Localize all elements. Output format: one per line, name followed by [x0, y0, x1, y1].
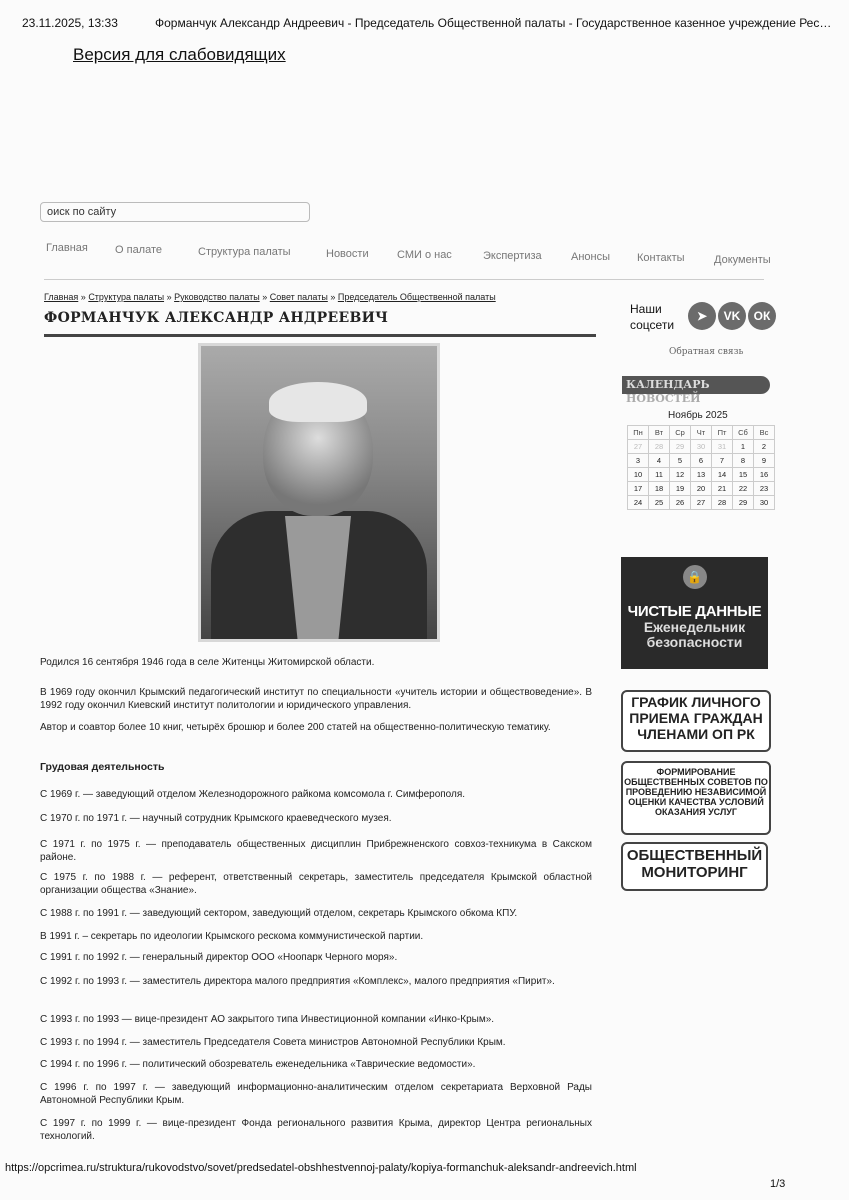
career-item: С 1997 г. по 1999 г. — вице-президент Фонда регионального развития Крыма, директор Центра региональных технологий.	[40, 1118, 592, 1142]
calendar-day[interactable]: 20	[691, 482, 712, 496]
calendar-day[interactable]: 11	[649, 468, 670, 482]
nav-item[interactable]: Экспертиза	[483, 250, 542, 262]
calendar-day[interactable]: 16	[754, 468, 775, 482]
calendar-weekday: Пн	[628, 426, 649, 440]
bio-paragraph: Автор и соавтор более 10 книг, четырёх брошюр и более 200 статей на общественно-политическую тематику.	[40, 722, 551, 733]
career-item: С 1992 г. по 1993 г. — заместитель директора малого предприятия «Комплекс», малого предприятия «Пирит».	[40, 976, 555, 987]
calendar-weekday: Сб	[733, 426, 754, 440]
breadcrumb-item[interactable]: Председатель Общественной палаты	[337, 292, 496, 302]
calendar-day[interactable]: 8	[733, 454, 754, 468]
calendar-day[interactable]: 18	[649, 482, 670, 496]
calendar-day[interactable]: 28	[649, 440, 670, 454]
nav-item[interactable]: Структура палаты	[198, 246, 291, 258]
calendar-day[interactable]: 1	[733, 440, 754, 454]
career-item: В 1991 г. – секретарь по идеологии Крымского рескома коммунистической партии.	[40, 931, 424, 942]
calendar-weekday: Вс	[754, 426, 775, 440]
nav-item[interactable]: Контакты	[637, 252, 685, 264]
calendar-day[interactable]: 3	[628, 454, 649, 468]
calendar-day[interactable]: 25	[649, 496, 670, 510]
print-page-number: 1/3	[770, 1178, 786, 1190]
breadcrumb-item[interactable]: Совет палаты	[269, 292, 328, 302]
calendar-month: Ноябрь 2025	[668, 410, 728, 421]
calendar-day[interactable]: 5	[670, 454, 691, 468]
print-page-title: Форманчук Александр Андреевич - Председатель Общественной палаты - Государственное казенное учреждение Рес…	[155, 16, 832, 30]
career-item: С 1988 г. по 1991 г. — заведующий сектором, заведующий отделом, секретарь Крымского обкома КПУ.	[40, 908, 518, 919]
news-calendar	[627, 425, 775, 510]
calendar-day[interactable]: 14	[712, 468, 733, 482]
calendar-day[interactable]: 23	[754, 482, 775, 496]
calendar-day[interactable]: 7	[712, 454, 733, 468]
lock-icon: 🔒	[683, 565, 707, 589]
search-input[interactable]: оиск по сайту	[40, 202, 310, 222]
calendar-day[interactable]: 26	[670, 496, 691, 510]
calendar-day[interactable]: 17	[628, 482, 649, 496]
odnoklassniki-icon[interactable]: ОК	[748, 302, 776, 330]
calendar-day[interactable]: 29	[733, 496, 754, 510]
public-monitoring-banner[interactable]: ОБЩЕСТВЕННЫЙ МОНИТОРИНГ	[621, 842, 768, 891]
career-item: С 1993 г. по 1993 — вице-президент АО закрытого типа Инвестиционной компании «Инко-Крым».	[40, 1014, 495, 1025]
calendar-day[interactable]: 6	[691, 454, 712, 468]
calendar-day[interactable]: 22	[733, 482, 754, 496]
calendar-day[interactable]: 2	[754, 440, 775, 454]
breadcrumb	[44, 292, 496, 302]
calendar-day[interactable]: 21	[712, 482, 733, 496]
career-item: С 1994 г. по 1996 г. — политический обозреватель еженедельника «Таврические ведомости».	[40, 1059, 476, 1070]
clean-data-title: ЧИСТЫЕ ДАННЫЕ	[627, 603, 762, 620]
calendar-day[interactable]: 30	[691, 440, 712, 454]
title-underline	[44, 334, 596, 337]
print-date: 23.11.2025, 13:33	[22, 16, 118, 30]
breadcrumb-item[interactable]: Главная	[44, 292, 79, 302]
calendar-day[interactable]: 30	[754, 496, 775, 510]
career-item: С 1969 г. — заведующий отделом Железнодорожного райкома комсомола г. Симферополя.	[40, 789, 466, 800]
nav-divider	[44, 279, 764, 280]
calendar-subtitle: НОВОСТЕЙ	[626, 392, 701, 405]
calendar-day[interactable]: 31	[712, 440, 733, 454]
nav-item[interactable]: Документы	[714, 254, 771, 266]
nav-item[interactable]: Главная	[46, 242, 88, 254]
nav-item[interactable]: О палате	[115, 244, 163, 256]
clean-data-subtitle: Еженедельник безопасности	[643, 619, 746, 650]
reception-schedule-banner[interactable]: ГРАФИК ЛИЧНОГО ПРИЕМА ГРАЖДАН ЧЛЕНАМИ ОП РК	[621, 690, 771, 752]
telegram-icon[interactable]: ➤	[688, 302, 716, 330]
breadcrumb-item[interactable]: Структура палаты	[88, 292, 165, 302]
nav-item[interactable]: Анонсы	[571, 251, 611, 263]
calendar-day[interactable]: 19	[670, 482, 691, 496]
print-url: https://opcrimea.ru/struktura/rukovodstvo/sovet/predsedatel-obshhestvennoj-palaty/kopiya-formanchuk-aleksandr-andreevich.html	[5, 1162, 637, 1174]
career-item: С 1993 г. по 1994 г. — заместитель Председателя Совета министров Автономной Республики Крым.	[40, 1037, 506, 1048]
career-item: С 1996 г. по 1997 г. — заведующий информационно-аналитическим отделом секретариата Верховной Рады Автономной Республики Крым.	[40, 1082, 592, 1106]
breadcrumb-separator: »	[166, 292, 172, 302]
calendar-day[interactable]: 13	[691, 468, 712, 482]
calendar-day[interactable]: 27	[691, 496, 712, 510]
nav-item[interactable]: СМИ о нас	[397, 249, 452, 261]
calendar-weekday: Вт	[649, 426, 670, 440]
bio-paragraph: Родился 16 сентября 1946 года в селе Житенцы Житомирской области.	[40, 657, 375, 668]
calendar-day[interactable]: 29	[670, 440, 691, 454]
bio-paragraph: В 1969 году окончил Крымский педагогический институт по специальности «учитель истории и обществоведение». В 1992 году окончил Киевский институт политологии и юридического управления.	[40, 687, 592, 711]
career-heading: Грудовая деятельность	[40, 761, 165, 773]
calendar-day[interactable]: 24	[628, 496, 649, 510]
breadcrumb-separator: »	[330, 292, 336, 302]
socials-label: Наши соцсети	[630, 302, 675, 332]
clean-data-banner[interactable]	[621, 557, 768, 669]
calendar-day[interactable]: 10	[628, 468, 649, 482]
calendar-weekday: Пт	[712, 426, 733, 440]
career-item: С 1975 г. по 1988 г. — референт, ответственный секретарь, заместитель председателя Крымской областной организации общества «Знание».	[40, 872, 592, 896]
calendar-day[interactable]: 28	[712, 496, 733, 510]
calendar-day[interactable]: 27	[628, 440, 649, 454]
page-title: ФОРМАНЧУК АЛЕКСАНДР АНДРЕЕВИЧ	[44, 310, 389, 326]
nav-item[interactable]: Новости	[326, 248, 369, 260]
portrait-photo	[198, 343, 440, 642]
low-vision-link[interactable]: Версия для слабовидящих	[73, 45, 286, 64]
calendar-day[interactable]: 4	[649, 454, 670, 468]
breadcrumb-item[interactable]: Руководство палаты	[174, 292, 260, 302]
calendar-day[interactable]: 9	[754, 454, 775, 468]
calendar-title: КАЛЕНДАРЬ	[622, 376, 770, 394]
breadcrumb-separator: »	[262, 292, 268, 302]
calendar-weekday: Ср	[670, 426, 691, 440]
calendar-day[interactable]: 12	[670, 468, 691, 482]
public-councils-banner[interactable]: ФОРМИРОВАНИЕ ОБЩЕСТВЕННЫХ СОВЕТОВ ПО ПРОВЕДЕНИЮ НЕЗАВИСИМОЙ ОЦЕНКИ КАЧЕСТВА УСЛОВИЙ ОКАЗАНИЯ УСЛУГ	[621, 761, 771, 835]
career-item: С 1971 г. по 1975 г. — преподаватель общественных дисциплин Прибрежненского совхоз-техникума в Сакском районе.	[40, 839, 592, 863]
feedback-link[interactable]: Обратная связь	[669, 347, 744, 357]
calendar-day[interactable]: 15	[733, 468, 754, 482]
calendar-weekday: Чт	[691, 426, 712, 440]
breadcrumb-separator: »	[80, 292, 86, 302]
career-item: С 1970 г. по 1971 г. — научный сотрудник Крымского краеведческого музея.	[40, 813, 392, 824]
vk-icon[interactable]: VK	[718, 302, 746, 330]
career-item: С 1991 г. по 1992 г. — генеральный директор ООО «Ноопарк Черного моря».	[40, 952, 398, 963]
